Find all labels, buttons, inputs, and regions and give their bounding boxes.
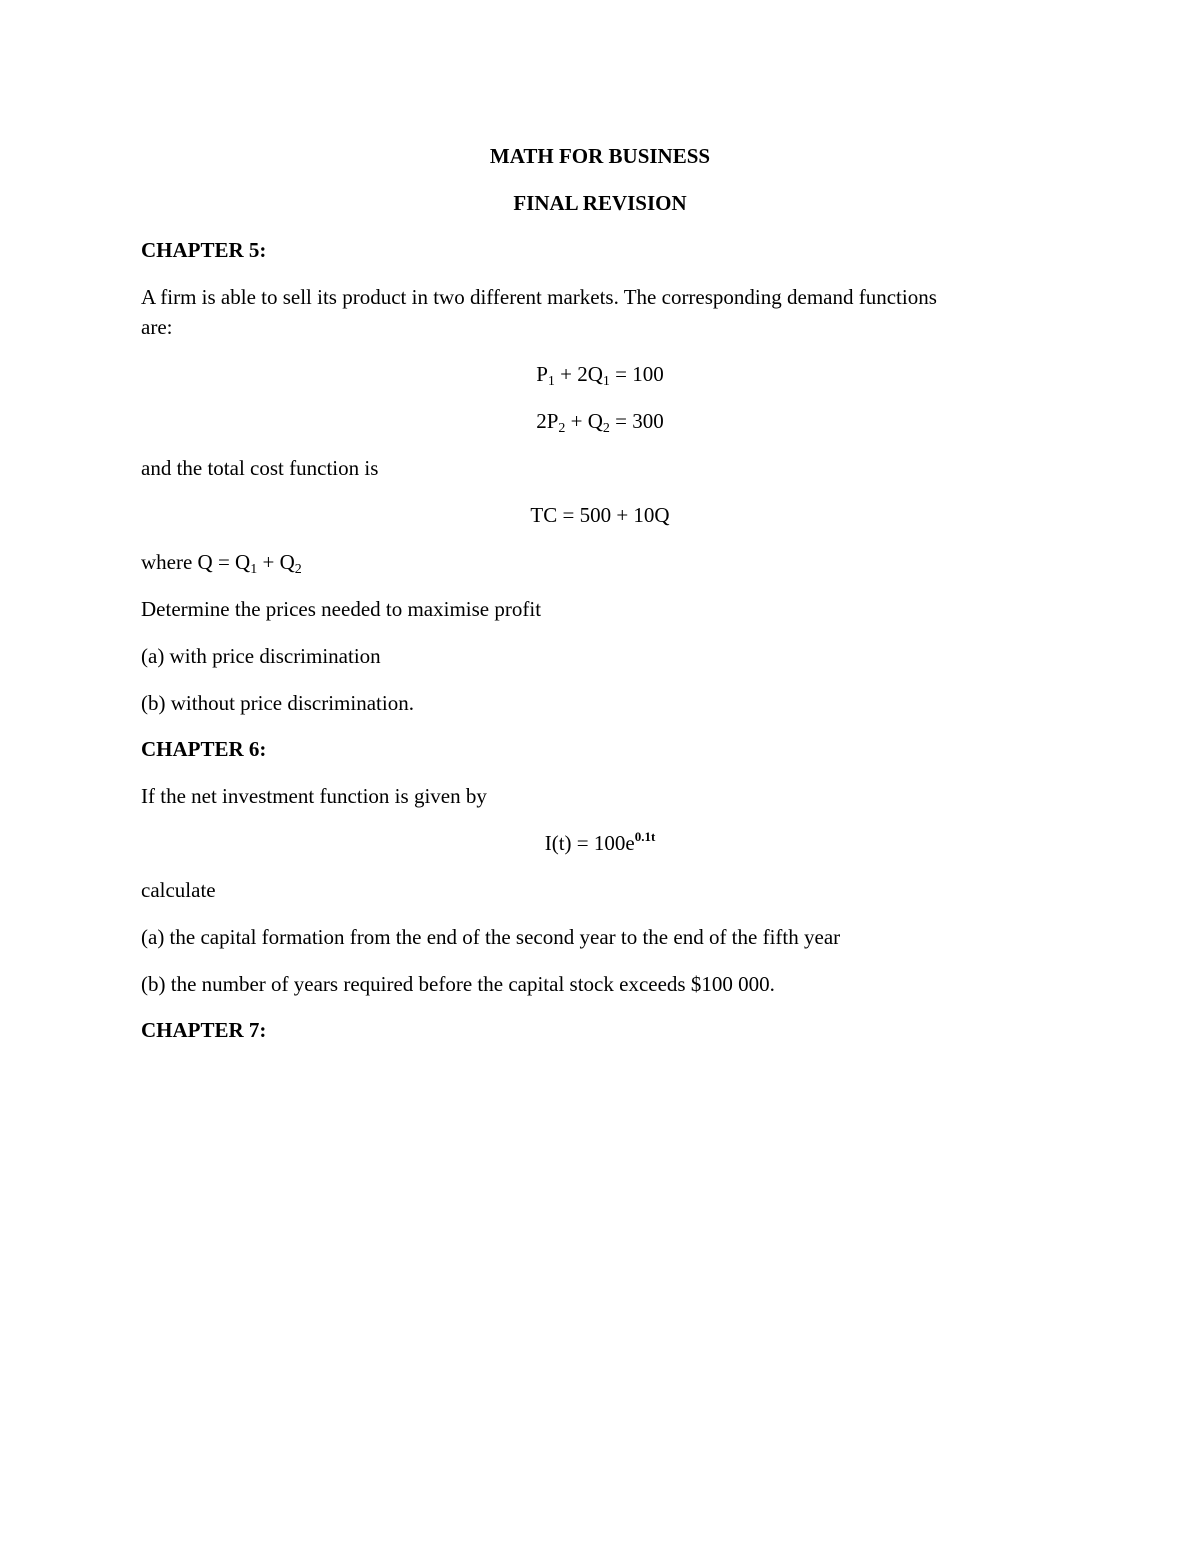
eq1-part-a: P [536, 362, 548, 386]
chapter-5-intro-line-1: A firm is able to sell its product in two different markets. The corresponding demand functions [141, 285, 937, 309]
investment-equation-exponent: 0.1t [634, 829, 656, 844]
eq1-sub-b: 1 [602, 374, 610, 389]
chapter-5-intro-line-2: are: [141, 315, 173, 339]
demand-equation-1 [0, 361, 1200, 387]
demand-equation-2 [0, 408, 1200, 434]
total-cost-equation: TC = 500 + 10Q [530, 503, 670, 527]
eq1-part-c: = 100 [609, 362, 664, 386]
chapter-7-heading: CHAPTER 7: [141, 1018, 267, 1042]
chapter-6-heading: CHAPTER 6: [141, 737, 267, 761]
chapter-6-calculate: calculate [141, 878, 216, 902]
where-sub-b: 2 [294, 562, 302, 577]
chapter-5-part-a: (a) with price discrimination [141, 644, 381, 668]
chapter-6-part-a: (a) the capital formation from the end of the second year to the end of the fifth year [141, 925, 841, 949]
chapter-6-intro: If the net investment function is given by [141, 784, 487, 808]
eq2-sub-a: 2 [558, 421, 566, 436]
document-title: MATH FOR BUSINESS [489, 144, 711, 168]
eq1-part-b: + 2Q [554, 362, 603, 386]
chapter-6-part-b: (b) the number of years required before the capital stock exceeds $100 000. [141, 972, 775, 996]
chapter-5-heading: CHAPTER 5: [141, 238, 267, 262]
eq2-part-a: 2P [536, 409, 559, 433]
eq2-sub-b: 2 [602, 421, 610, 436]
investment-equation [0, 830, 1200, 856]
eq1-sub-a: 1 [547, 374, 555, 389]
where-clause [141, 549, 1061, 575]
where-part-b: + Q [257, 550, 295, 574]
eq2-part-b: + Q [565, 409, 603, 433]
eq2-part-c: = 300 [609, 409, 664, 433]
where-part-a: where Q = Q [141, 550, 251, 574]
where-sub-a: 1 [250, 562, 258, 577]
cost-function-intro: and the total cost function is [141, 456, 379, 480]
chapter-5-task: Determine the prices needed to maximise profit [141, 597, 542, 621]
chapter-5-part-b: (b) without price discrimination. [141, 691, 414, 715]
document-subtitle: FINAL REVISION [513, 191, 687, 215]
investment-equation-base: I(t) = 100e [544, 831, 635, 855]
